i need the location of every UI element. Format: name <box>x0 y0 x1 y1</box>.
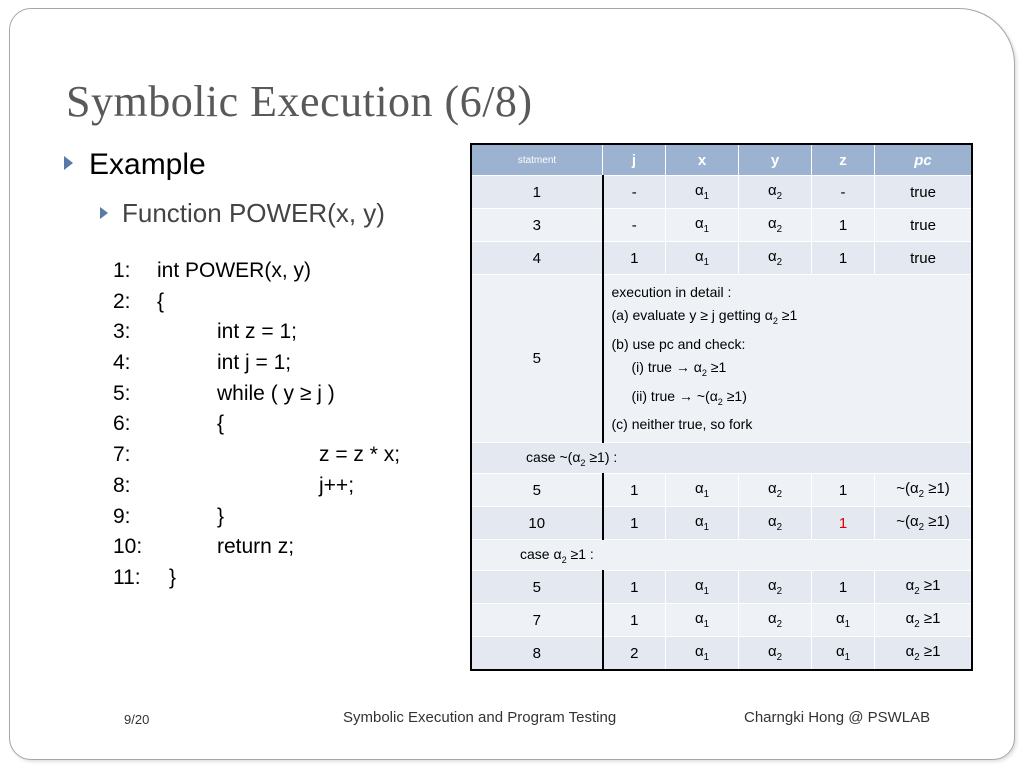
cell-y: $\alpha_2$ <box>739 571 812 604</box>
cell-x: $\alpha_1$ <box>666 637 739 671</box>
table-row <box>471 507 972 540</box>
line-number: 6: <box>113 412 131 436</box>
cell-x: $\alpha_1$ <box>666 209 739 242</box>
table-row <box>471 637 972 671</box>
line-number: 5: <box>113 381 131 405</box>
line-number: 10: <box>113 535 143 559</box>
code-text: { <box>157 289 165 313</box>
cell-x: $\alpha_1$ <box>666 242 739 275</box>
cell-z: $\alpha_1$ <box>812 604 875 637</box>
code-text: int j = 1; <box>217 351 292 375</box>
detail-line: execution in detail : <box>611 284 732 300</box>
detail-line: (b) use pc and check: <box>611 335 746 352</box>
line-number: 7: <box>113 443 131 467</box>
execution-detail <box>603 275 973 443</box>
detail-line: (ii) true → $\sim(\alpha_2 \ge 1)$ <box>631 387 747 407</box>
table-row <box>471 474 972 507</box>
detail-line: (c) neither true, so fork <box>611 416 753 433</box>
bullet-example <box>64 148 206 182</box>
cell-j: 1 <box>603 571 666 604</box>
cell-x: $\alpha_1$ <box>666 507 739 540</box>
cell-stmt: 3 <box>471 209 603 242</box>
cell-z: 1 <box>812 242 875 275</box>
table-row <box>471 604 972 637</box>
cell-j: 1 <box>603 604 666 637</box>
code-text: while ( y ≥ j ) <box>217 381 335 405</box>
line-number: 1: <box>113 259 131 282</box>
line-number: 2: <box>113 289 131 313</box>
line-number: 4: <box>113 351 131 375</box>
table-row <box>471 209 972 242</box>
cell-y: $\alpha_2$ <box>739 637 812 671</box>
cell-y: $\alpha_2$ <box>739 604 812 637</box>
line-number: 3: <box>113 320 131 344</box>
case-not-label: case $\sim(\alpha_2 \ge 1)$ : <box>471 443 972 474</box>
detail-line: (a) evaluate y ≥ j getting $\alpha_2 \ge 1$ <box>611 307 798 326</box>
cell-stmt: 8 <box>471 637 603 671</box>
cell-z: 1 <box>812 209 875 242</box>
bullet-arrow-icon <box>64 156 73 170</box>
footer-author: Charngki Hong @ PSWLAB <box>744 709 931 726</box>
cell-x: $\alpha_1$ <box>666 176 739 209</box>
cell-stmt: 4 <box>471 242 603 275</box>
case-header-row <box>471 443 972 474</box>
cell-y: $\alpha_2$ <box>739 209 812 242</box>
header-statment: statment <box>471 144 603 176</box>
cell-x: $\alpha_1$ <box>666 604 739 637</box>
cell-stmt: 10 <box>471 507 603 540</box>
cell-j: 1 <box>603 242 666 275</box>
cell-y: $\alpha_2$ <box>739 176 812 209</box>
header-z: z <box>812 144 875 176</box>
cell-z: $\alpha_1$ <box>812 637 875 671</box>
table-row <box>471 242 972 275</box>
code-text: z = z * x; <box>319 443 401 467</box>
cell-x: $\alpha_1$ <box>666 571 739 604</box>
cell-y: $\alpha_2$ <box>739 242 812 275</box>
header-pc: pc <box>875 144 973 176</box>
cell-stmt: 1 <box>471 176 603 209</box>
code-text: { <box>217 412 225 436</box>
cell-z: - <box>812 176 875 209</box>
detail-line: (i) true → $\alpha_2 \ge 1$ <box>631 358 727 378</box>
cell-pc: true <box>875 242 973 275</box>
bullet-arrow-icon <box>100 207 108 219</box>
cell-pc: $\alpha_2 \ge 1$ <box>875 571 973 604</box>
cell-j: 2 <box>603 637 666 671</box>
cell-pc: true <box>875 176 973 209</box>
cell-y: $\alpha_2$ <box>739 507 812 540</box>
cell-stmt: 7 <box>471 604 603 637</box>
cell-j: - <box>603 176 666 209</box>
symbolic-state-table <box>470 143 973 671</box>
code-text: } <box>217 504 225 528</box>
bullet-function-text: Function POWER(x, y) <box>122 198 385 228</box>
cell-y: $\alpha_2$ <box>739 474 812 507</box>
code-text: int POWER(x, y) <box>157 259 312 282</box>
table-header-row <box>471 144 972 176</box>
cell-j: 1 <box>603 507 666 540</box>
line-number: 11: <box>113 565 141 589</box>
cell-x: $\alpha_1$ <box>666 474 739 507</box>
header-x: x <box>666 144 739 176</box>
line-number: 9: <box>113 504 131 528</box>
cell-j: 1 <box>603 474 666 507</box>
bullet-example-text: Example <box>89 148 206 181</box>
cell-stmt: 5 <box>471 275 603 443</box>
footer-title: Symbolic Execution and Program Testing <box>343 709 617 726</box>
cell-stmt: 5 <box>471 474 603 507</box>
cell-pc: $\sim(\alpha_2 \ge 1)$ <box>875 507 973 540</box>
table-row <box>471 571 972 604</box>
cell-pc: $\sim(\alpha_2 \ge 1)$ <box>875 474 973 507</box>
page-number: 9/20 <box>124 712 150 727</box>
case-label: case $\alpha_2 \ge 1$ : <box>471 540 972 571</box>
line-number: 8: <box>113 473 131 497</box>
cell-pc: $\alpha_2 \ge 1$ <box>875 637 973 671</box>
bullet-function <box>100 198 385 229</box>
cell-pc: true <box>875 209 973 242</box>
cell-pc: $\alpha_2 \ge 1$ <box>875 604 973 637</box>
cell-z: 1 <box>812 571 875 604</box>
table-row <box>471 176 972 209</box>
code-text: j++; <box>319 473 355 497</box>
cell-j: - <box>603 209 666 242</box>
code-text: } <box>169 565 177 589</box>
code-text: return z; <box>217 535 295 559</box>
detail-row <box>471 275 972 443</box>
header-j: j <box>603 144 666 176</box>
cell-z: 1 <box>812 474 875 507</box>
header-y: y <box>739 144 812 176</box>
code-text: int z = 1; <box>217 320 297 344</box>
slide-title: Symbolic Execution (6/8) <box>66 77 533 126</box>
case-header-row <box>471 540 972 571</box>
cell-stmt: 5 <box>471 571 603 604</box>
cell-z-highlight: 1 <box>812 507 875 540</box>
